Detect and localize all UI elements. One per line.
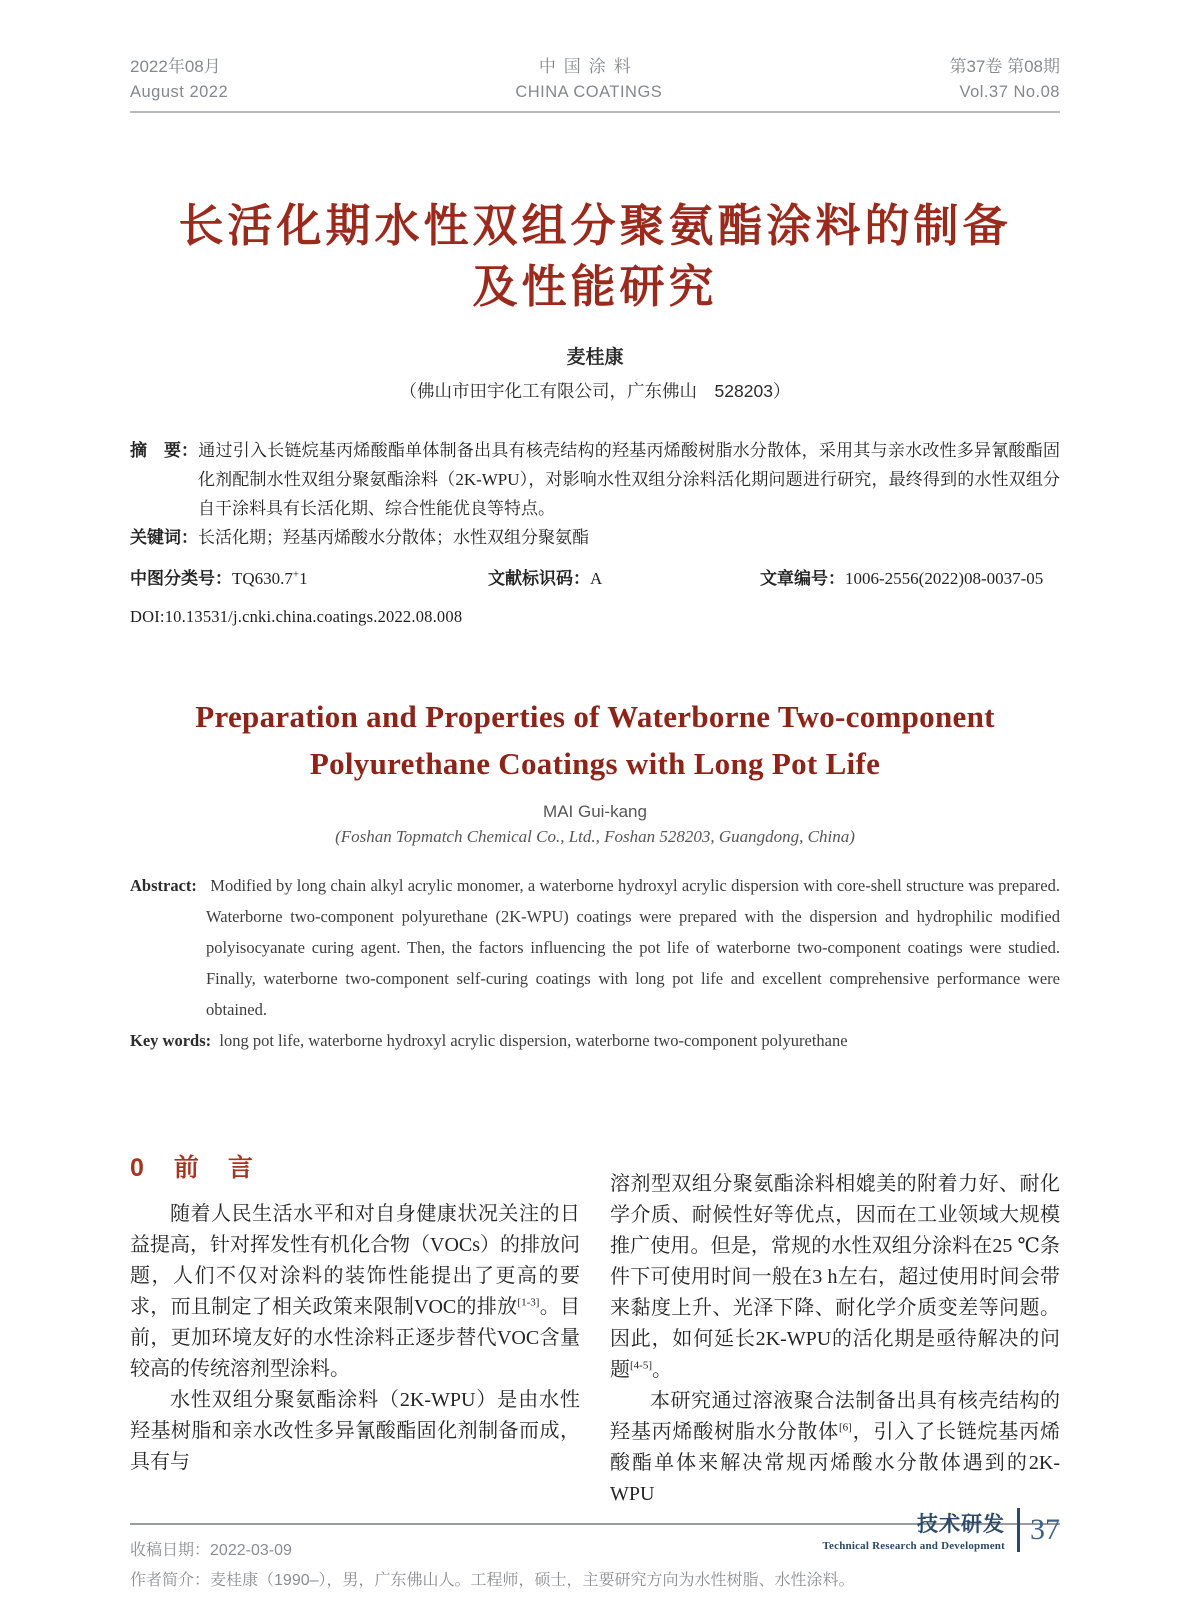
- running-head: [130, 0, 1060, 113]
- clc-tail: 1: [299, 569, 308, 589]
- paragraph-text: 本研究通过溶液聚合法制备出具有核壳结构的羟基丙烯酸树脂水分散体: [610, 1390, 1060, 1444]
- author-bio-value: 麦桂康（1990–），男，广东佛山人。工程师，硕士，主要研究方向为水性树脂、水性涂料。: [210, 1572, 855, 1590]
- header-issue-zh: 第37卷 第08期: [949, 57, 1060, 76]
- keywords-en: [130, 1025, 1060, 1056]
- header-journal: [515, 54, 662, 104]
- citation-ref: [6]: [839, 1421, 852, 1434]
- section-0-number: 0: [130, 1154, 144, 1183]
- colophon: [823, 1508, 1061, 1552]
- article-title-en-line2: Polyurethane Coatings with Long Pot Life: [309, 746, 881, 782]
- byline-zh: [130, 342, 1060, 403]
- abstract-en-text: Modified by long chain alkyl acrylic monomer, a waterborne hydroxyl acrylic dispersion with core-shell structure was prepared. Waterborne two-component polyurethane (2K-WPU) coatings were prepared with the dispersion and hydrophilic modified polyisocyanate curing agent. Then, the factors influencing the pot life of waterborne two-component coatings were studied. Finally, waterborne two-component self-curing coatings with long pot life and excellent comprehensive performance were obtained.: [206, 876, 1060, 1020]
- paragraph-text: 水性双组分聚氨酯涂料（2K-WPU）是由水性羟基树脂和亲水改性多异氰酸酯固化剂制备而成，具有与: [130, 1389, 580, 1474]
- paragraph-text: 溶剂型双组分聚氨酯涂料相媲美的附着力好、耐化学介质、耐候性好等优点，因而在工业领域大规模推广使用。但是，常规的水性双组分涂料在25 ℃条件下可使用时间一般在3 h左右，超过使用时间会带来黏度上升、光泽下降、耐化学介质变差等问题。因此，如何延长2K-WPU的活化期是亟待解决的问题: [610, 1173, 1060, 1382]
- citation-ref: [4-5]: [630, 1359, 652, 1372]
- paragraph-text: 随着人民生活水平和对自身健康状况关注的日益提高，针对挥发性有机化合物（VOCs）的排放问题，人们不仅对涂料的装饰性能提出了更高的要求，而且制定了相关政策来限制VOC的排放: [130, 1203, 581, 1319]
- paragraph: [610, 1386, 1060, 1510]
- column-name-zh: 技术研发: [917, 1513, 1005, 1536]
- section-0-heading: [130, 1148, 580, 1184]
- keywords-en-text: long pot life, waterborne hydroxyl acrylic dispersion, waterborne two-component polyurethane: [219, 1031, 848, 1051]
- author-name-zh: 麦桂康: [566, 347, 624, 369]
- clc-label: 中图分类号：: [130, 569, 232, 589]
- document-code-value: A: [590, 569, 603, 589]
- document-code-label: 文献标识码：: [488, 569, 590, 589]
- abstract-en: [130, 870, 1060, 1025]
- clc-number: [130, 564, 488, 593]
- body-columns: [130, 1148, 1060, 1510]
- doi: DOI:10.13531/j.cnki.china.coatings.2022.08.008: [130, 607, 463, 627]
- affiliation-zh: （佛山市田宇化工有限公司，广东佛山 528203）: [399, 381, 791, 402]
- clc-sup: +: [292, 568, 300, 581]
- paragraph-text: 。目前，更加环境友好的水性涂料正逐步替代VOC含量较高的传统溶剂型涂料。: [130, 1296, 580, 1381]
- article-title-zh-line2: 及性能研究: [472, 261, 718, 313]
- abstract-zh: [130, 436, 1060, 523]
- keywords-zh: [130, 523, 1060, 552]
- abstract-en-label: Abstract:: [130, 876, 197, 896]
- keywords-en-label: Key words:: [130, 1031, 212, 1051]
- keywords-zh-label: 关键词：: [130, 528, 198, 548]
- header-date: [130, 54, 228, 104]
- column-names: [823, 1508, 1006, 1552]
- meta-zh: [130, 436, 1060, 631]
- header-date-en: August 2022: [130, 82, 229, 101]
- received-date-label: 收稿日期：: [130, 1542, 211, 1560]
- author-bio-label: 作者简介：: [130, 1572, 211, 1590]
- header-issue: [949, 54, 1060, 104]
- paragraph: [610, 1169, 1060, 1386]
- author-bio: [130, 1566, 1060, 1596]
- received-date-value: 2022-03-09: [210, 1542, 292, 1560]
- author-name-en: MAI Gui-kang: [543, 802, 647, 822]
- paragraph-text: ，引入了长链烷基丙烯酸酯单体来解决常规丙烯酸水分散体遇到的2K-WPU: [610, 1421, 1061, 1506]
- body-column-left: [130, 1148, 580, 1510]
- header-issue-en: Vol.37 No.08: [959, 82, 1060, 101]
- column-name-en: Technical Research and Development: [822, 1540, 1005, 1552]
- keywords-zh-text: 长活化期；羟基丙烯酸水分散体；水性双组分聚氨酯: [198, 528, 589, 548]
- article-title-en-line1: Preparation and Properties of Waterborne Two-component: [195, 699, 995, 735]
- affiliation-en: (Foshan Topmatch Chemical Co., Ltd., Foshan 528203, Guangdong, China): [335, 827, 855, 847]
- paragraph-text: 。: [652, 1359, 672, 1382]
- article-number: [760, 564, 1060, 593]
- article-title-zh-line1: 长活化期水性双组分聚氨酯涂料的制备: [178, 200, 1012, 252]
- abstract-zh-label: 摘 要：: [130, 441, 198, 461]
- article-title-zh: [130, 195, 1060, 317]
- page-number: 37: [1030, 1513, 1060, 1546]
- section-0-title: 前 言: [173, 1154, 255, 1183]
- article-number-value: 1006-2556(2022)08-0037-05: [845, 569, 1044, 589]
- header-journal-en: CHINA COATINGS: [515, 82, 663, 101]
- abstract-zh-text: 通过引入长链烷基丙烯酸酯单体制备出具有核壳结构的羟基丙烯酸树脂水分散体，采用其与亲水改性多异氰酸酯固化剂配制水性双组分聚氨酯涂料（2K-WPU），对影响水性双组分涂料活化期问题进行研究，最终得到的水性双组分自干涂料具有长活化期、综合性能优良等特点。: [198, 441, 1060, 519]
- document-code: [488, 564, 760, 593]
- meta-en: [130, 870, 1060, 1056]
- citation-ref: [1-3]: [517, 1296, 540, 1309]
- header-journal-zh: 中国涂料: [538, 57, 639, 76]
- classification-row: [130, 564, 1060, 593]
- article-title-en: [130, 693, 1060, 787]
- body-column-right: [610, 1148, 1060, 1510]
- byline-en: [130, 802, 1060, 847]
- colophon-divider: [1017, 1508, 1020, 1552]
- paragraph: [130, 1199, 580, 1385]
- article-number-label: 文章编号：: [760, 569, 845, 589]
- paragraph: [130, 1385, 580, 1478]
- header-date-zh: 2022年08月: [130, 57, 221, 76]
- clc-base: TQ630.7: [232, 569, 293, 589]
